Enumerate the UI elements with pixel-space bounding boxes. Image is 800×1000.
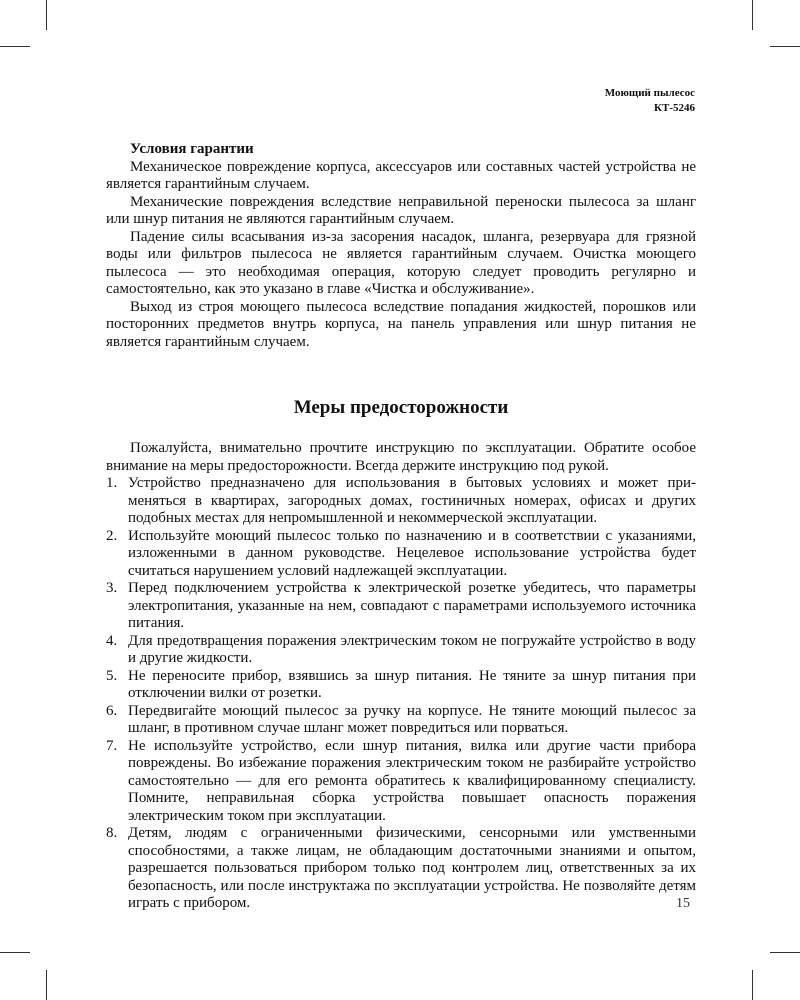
list-item-number: 2.	[106, 527, 118, 544]
list-item	[106, 738, 696, 826]
list-item-text: Детям, людям с ограниченными физическими, сенсорными или умственными способностями, а также лицам, не обладающим достаточными знаниями и опытом, разрешается пользоваться прибором только под контролем лиц, ответственных за их безопасность, или после инструктажа по эксплуатации устройства. Не позволяйте детям играть с прибором.	[128, 825, 696, 911]
model-number: КТ-5246	[654, 102, 695, 114]
precautions-intro: Пожалуйста, внимательно прочтите инструкцию по эксплуатации. Обратите особое внимание на меры предосторожности. Всегда держите инструкцию под рукой.	[106, 440, 696, 474]
list-item-text: Не переносите прибор, взявшись за шнур питания. Не тяните за шнур питания при отключении вилки от розетки.	[128, 667, 696, 701]
list-item	[106, 528, 696, 581]
precautions-heading: Меры предосторожности	[293, 397, 509, 418]
crop-mark	[770, 952, 800, 953]
list-item-text: Не используйте устройство, если шнур питания, вилка или другие части прибора повреждены. Во избежание поражения электрическим током не разбирайте устройство самостоятельно — для его ремонта обратитесь к квалифицированному специалисту. Помните, неправильная сборка устройства повышает опасность поражения электрическим током при эксплуатации.	[128, 737, 696, 824]
warranty-section	[106, 141, 696, 351]
list-item	[106, 475, 696, 528]
running-head	[605, 86, 695, 116]
list-item	[106, 668, 696, 703]
list-item-number: 7.	[106, 737, 118, 754]
list-item-text: Перед подключением устройства к электрической розетке убедитесь, что параметры электропитания, указанные на нем, совпадают с параметрами используемого источника питания.	[128, 580, 696, 631]
warranty-paragraph: Падение силы всасывания из-за засорения насадок, шланга, резервуара для грязной воды или фильтров пылесоса не является гарантийным случаем. Очистка моющего пылесоса — это необходимая операция, которую следует проводить регулярно и самостоятельно, как это указано в главе «Чистка и обслуживание».	[106, 228, 696, 297]
list-item-text: Используйте моющий пылесос только по назначению и в соответствии с указаниями, изложенными в данном руководстве. Нецелевое использование устройства будет считаться нарушением условий надлежащей эксплуатации.	[128, 527, 696, 579]
warranty-paragraph: Механическое повреждение корпуса, аксессуаров или составных частей устройства не является гарантийным случаем.	[106, 158, 696, 192]
crop-mark	[46, 0, 47, 30]
list-item-number: 8.	[106, 825, 118, 841]
crop-mark	[0, 952, 30, 953]
list-item-number: 4.	[106, 632, 118, 649]
list-item-text: Устройство предназначено для использования в бытовых условиях и может применяться в квартирах, загородных домах, гостиничных номерах, офисах и других подобных местах для непромышленной и некоммерческой эксплуатации.	[128, 475, 696, 526]
precautions-section	[106, 396, 696, 913]
list-item	[106, 580, 696, 633]
list-item-text: Для предотвращения поражения электрическим током не погружайте устройство в воду и другие жидкости.	[128, 632, 696, 666]
list-item-number: 5.	[106, 667, 118, 684]
warranty-paragraph: Выход из строя моющего пылесоса вследствие попадания жидкостей, порошков или посторонних предметов внутрь корпуса, на панель управления или шнур питания не является гарантийным случаем.	[106, 298, 696, 350]
precautions-list	[106, 475, 696, 913]
list-item	[106, 703, 696, 738]
list-item	[106, 633, 696, 668]
list-item-number: 1.	[106, 475, 118, 491]
crop-mark	[752, 0, 753, 30]
crop-mark	[46, 970, 47, 1000]
page-number: 15	[676, 896, 690, 911]
page-content	[106, 141, 696, 913]
list-item	[106, 825, 696, 913]
crop-mark	[770, 46, 800, 47]
list-item-number: 6.	[106, 702, 118, 719]
crop-mark	[752, 970, 753, 1000]
warranty-heading: Условия гарантии	[130, 141, 254, 157]
product-name: Моющий пылесос	[604, 87, 695, 99]
list-item-number: 3.	[106, 580, 118, 596]
warranty-paragraph: Механические повреждения вследствие неправильной переноски пылесоса за шланг или шнур питания не являются гарантийным случаем.	[106, 193, 696, 227]
list-item-text: Передвигайте моющий пылесос за ручку на корпусе. Не тяните моющий пылесос за шланг, в противном случае шланг может повредиться или порваться.	[128, 702, 696, 736]
crop-mark	[0, 46, 30, 47]
